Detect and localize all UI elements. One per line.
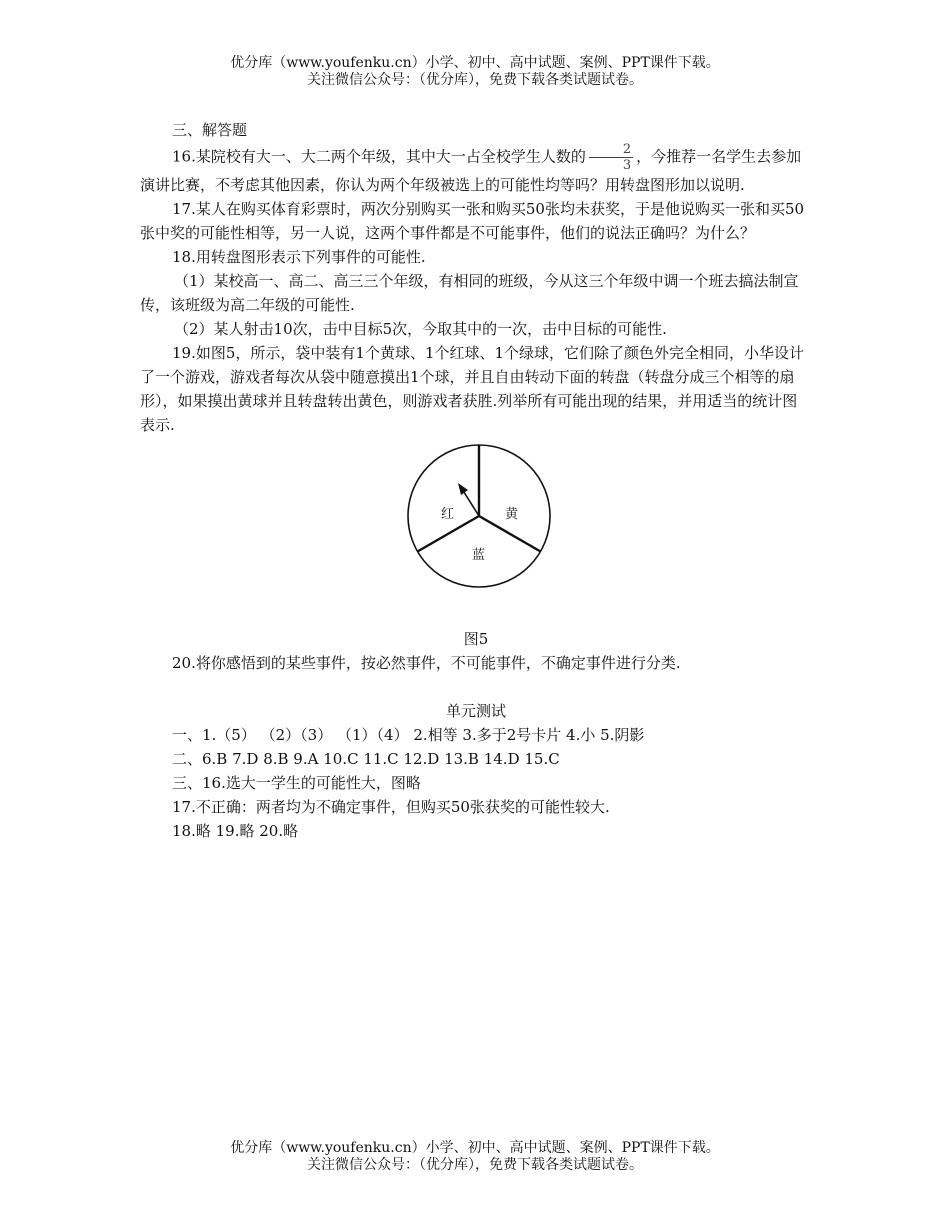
footer-line-2: 关注微信公众号：（优分库），免费下载各类试题试卷。: [307, 1157, 643, 1173]
question-19: 19.如图5，所示，袋中装有1个黄球、1个红球、1个绿球，它们除了颜色外完全相同，小华设计了一个游戏，游戏者每次从袋中随意摸出1个球，并且自由转动下面的转盘（转盘分成三个相等的扇形），如果摸出黄球并且转盘转出黄色，则游戏者获胜.列举所有可能出现的结果，并用适当的统计图表示.: [140, 344, 805, 434]
question-16: [140, 142, 812, 197]
blank-line: [140, 675, 812, 699]
question-20: 20.将你感悟到的某些事件，按必然事件，不可能事件，不确定事件进行分类.: [172, 654, 681, 672]
figure-caption: 图5: [463, 630, 489, 648]
sector-label-blue: 蓝: [472, 548, 486, 563]
q16-text-before: 16.某院校有大一、大二两个年级，其中大一占全校学生人数的: [172, 147, 586, 166]
header-line-1: 优分库（www.youfenku.cn）小学、初中、高中试题、案例、PPT课件下载。: [230, 55, 720, 71]
section-title: 三、解答题: [172, 121, 248, 139]
page-footer: [0, 1140, 950, 1174]
question-18-part-1: （1）某校高一、高二、高三三个年级，有相同的班级，今从这三个年级中调一个班去搞法制宣传，该班级为高二年级的可能性.: [140, 272, 799, 314]
answers-line-1: 一、1.（5） （2）（3） （1）（4） 2.相等 3.多于2号卡片 4.小 5.阴影: [172, 726, 645, 744]
header-line-2: 关注微信公众号：（优分库），免费下载各类试题试卷。: [307, 72, 643, 88]
spinner-diagram: [404, 441, 554, 591]
question-18: 18.用转盘图形表示下列事件的可能性.: [172, 248, 426, 266]
answers-line-4: 17.不正确：两者均为不确定事件，但购买50张获奖的可能性较大.: [172, 798, 610, 816]
page-header: [0, 55, 950, 89]
answers-line-2: 二、6.B 7.D 8.B 9.A 10.C 11.C 12.D 13.B 14.D 15.C: [172, 750, 560, 768]
answers-line-5: 18.略 19.略 20.略: [172, 822, 299, 840]
fraction-numerator: 2: [589, 142, 633, 158]
answers-title: 单元测试: [445, 702, 506, 720]
fraction-denominator: 3: [622, 158, 632, 173]
question-17: 17.某人在购买体育彩票时，两次分别购买一张和购买50张均未获奖，于是他说购买一张和买50张中奖的可能性相等，另一人说，这两个事件都是不可能事件，他们的说法正确吗？为什么？: [140, 200, 805, 242]
sector-label-yellow: 黄: [505, 507, 519, 522]
sector-label-red: 红: [441, 507, 455, 522]
footer-line-1: 优分库（www.youfenku.cn）小学、初中、高中试题、案例、PPT课件下载。: [230, 1140, 720, 1156]
document-body: [140, 118, 812, 843]
q16-text-after: ，今推荐一名学生去参加演讲比赛，不考虑其他因素，你认为两个年级被选上的可能性均等吗？用转盘图形加以说明.: [140, 147, 802, 194]
fraction-two-thirds: [589, 142, 633, 173]
spinner-figure: [140, 437, 812, 627]
answers-line-3: 三、16.选大一学生的可能性大，图略: [172, 774, 421, 792]
question-18-part-2: （2）某人射击10次，击中目标5次，今取其中的一次，击中目标的可能性.: [174, 320, 667, 338]
